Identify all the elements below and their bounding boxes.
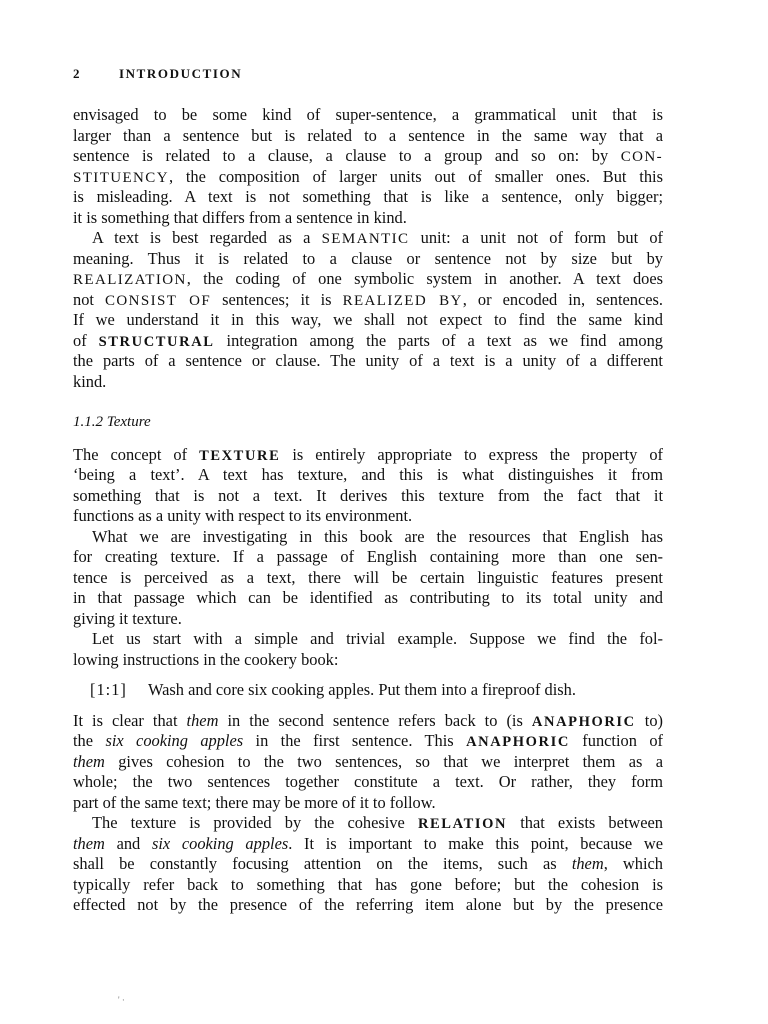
paragraph [73, 813, 663, 916]
text-line: for creating texture. If a passage of English containing more than one sen- [73, 547, 663, 566]
text-line: sentence is related to a clause, a clause to a group and so on: by CON- [73, 146, 663, 165]
small-caps-term: STITUENCY [73, 169, 169, 186]
small-caps-term: STRUCTURAL [98, 333, 215, 350]
example [73, 680, 663, 701]
text-line: meaning. Thus it is related to a clause or sentence not by size but by [73, 248, 663, 268]
footer-mark: ' · [118, 995, 125, 1005]
text-line: STITUENCY, the composition of larger units out of smaller ones. But this [73, 166, 663, 186]
running-head [73, 66, 242, 82]
text-line: tence is perceived as a text, there will be certain linguistic features present [73, 567, 663, 587]
small-caps-term: ANAPHORIC [531, 713, 636, 730]
text-line: shall be constantly focusing attention on the items, such as them, which [73, 854, 663, 873]
paragraph [73, 629, 663, 670]
text-line: It is clear that them in the second sentence refers back to (is ANAPHORIC to) [73, 710, 664, 730]
small-caps-term: CON- [620, 149, 663, 165]
small-caps-term: REALIZATION [73, 272, 187, 288]
text-line: the six cooking apples in the first sentence. This ANAPHORIC function of [73, 731, 663, 750]
text-line: of STRUCTURAL integration among the parts of a text as we find among [73, 330, 663, 350]
text-line: the parts of a sentence or clause. The unity of a text is a unity of a different [73, 351, 663, 370]
text-line: it is something that differs from a sentence in kind. [73, 207, 407, 227]
small-caps-term: ANAPHORIC [466, 734, 570, 750]
body-text [73, 105, 663, 916]
text-line: ‘being a text’. A text has texture, and this is what distinguishes it from [73, 465, 663, 484]
italic-term: them [73, 751, 105, 771]
small-caps-term: REALIZED BY [342, 292, 463, 309]
text-line: The texture is provided by the cohesive RELATION that exists between [92, 813, 663, 832]
text-line: larger than a sentence but is related to a sentence in the same way that a [73, 125, 663, 145]
paragraph [73, 527, 663, 630]
small-caps-term: RELATION [417, 816, 508, 832]
text-line: kind. [73, 371, 107, 391]
text-line: something that is not a text. It derives this texture from the fact that it [73, 485, 663, 505]
text-line: is misleading. A text is not something that is like a sentence, only bigger; [73, 187, 663, 206]
text-line: If we understand it in this way, we shall not expect to find the same kind [73, 310, 663, 329]
example-text: Wash and core six cooking apples. Put them into a fireproof dish. [148, 680, 576, 699]
italic-term: them [73, 833, 105, 853]
small-caps-term: TEXTURE [199, 447, 281, 464]
text-line: typically refer back to something that has gone before; but the cohesion is [73, 874, 663, 894]
italic-term: them [571, 854, 604, 873]
paragraph [73, 105, 663, 228]
text-line: What we are investigating in this book are the resources that English has [92, 526, 663, 546]
text-line: them gives cohesion to the two sentences, so that we interpret them as a [73, 751, 663, 771]
italic-term: six cooking apples [151, 833, 289, 853]
text-line: A text is best regarded as a SEMANTIC unit: a unit not of form but of [92, 228, 663, 247]
italic-term: them [186, 710, 219, 730]
small-caps-term: CONSIST OF [104, 292, 212, 309]
text-line: them and six cooking apples. It is important to make this point, because we [73, 833, 663, 853]
section-heading: 1.1.2 Texture [73, 414, 151, 430]
text-line: part of the same text; there may be more of it to follow. [73, 792, 436, 812]
paragraph [73, 711, 663, 814]
text-line: functions as a unity with respect to its environment. [73, 506, 413, 525]
text-line: Let us start with a simple and trivial example. Suppose we find the fol- [92, 629, 663, 648]
text-line: giving it texture. [73, 608, 182, 628]
paragraph [73, 445, 663, 527]
text-line: effected not by the presence of the referring item alone but by the presence [73, 895, 663, 914]
text-line: The concept of TEXTURE is entirely appropriate to express the property of [73, 444, 663, 464]
small-caps-term: SEMANTIC [321, 231, 410, 247]
text-line: envisaged to be some kind of super-sentence, a grammatical unit that is [73, 105, 663, 124]
example-number: [1:1] [90, 680, 127, 699]
page-number: 2 [73, 66, 82, 81]
text-line: REALIZATION, the coding of one symbolic system in another. A text does [73, 269, 663, 288]
text-line: not CONSIST OF sentences; it is REALIZED BY, or encoded in, sentences. [73, 289, 663, 309]
text-line: in that passage which can be identified as contributing to its total unity and [73, 588, 663, 607]
running-head-title: INTRODUCTION [119, 66, 243, 81]
text-line: whole; the two sentences together constitute a text. Or rather, they form [73, 772, 663, 791]
text-line: lowing instructions in the cookery book: [73, 649, 339, 669]
italic-term: six cooking apples [105, 731, 244, 750]
paragraph [73, 228, 663, 392]
